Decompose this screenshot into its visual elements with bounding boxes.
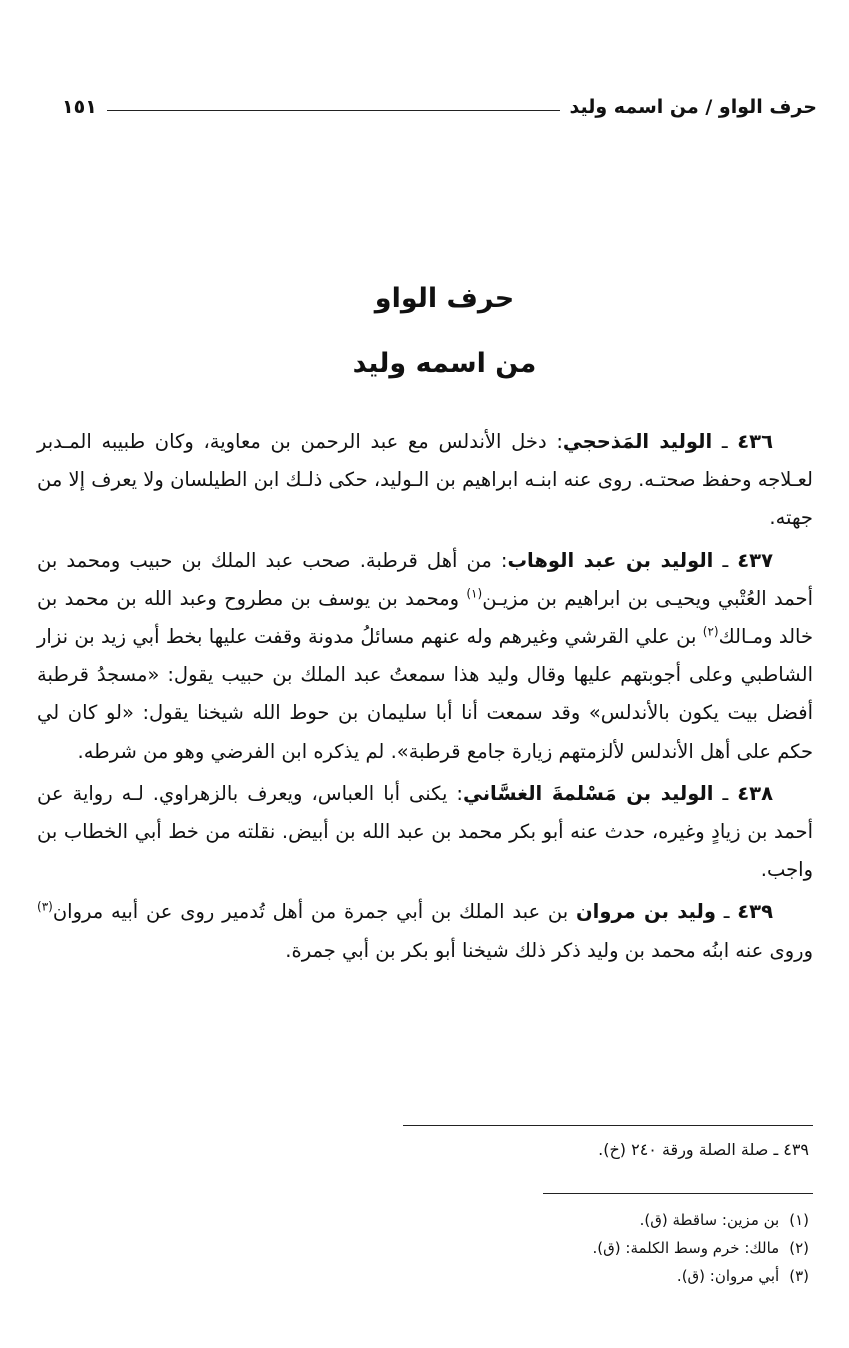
entry-number: ٤٣٧: [737, 548, 773, 572]
entry-text: بن علي القرشي وغيرهم وله عنهم مسائلُ مدونة وقفت عليها بخط أبي زيد بن نزار الشاطبي وعلى أجوبتهم عليها وقال وليد هذا سمعتُ عبد الملك بن حبيب يقول: «مسجدُ قرطبة أفضل بيت يكون بالأندلس» وقد سمعت أنا أبا سليمان بن حوط الله شيخنا يقول: «لو كان لي حكم على أهل الأندلس لألزمتهم زيارة جامع قرطبة». لم يذكره ابن الفرضي وهو من شرطه.: [37, 625, 813, 763]
footnote-1: [593, 1206, 809, 1234]
footnote-mark: (٣): [789, 1267, 809, 1285]
footnote-text: أبي مروان: (ق).: [676, 1267, 780, 1285]
footnotes-divider: [543, 1193, 813, 1194]
entry-436: ٤٣٦ ـ الوليد المَذحجي: دخل الأندلس مع عبد الرحمن بن معاوية، وكان طبيبه المـدبر لعـلاجه وحفظ صحتـه. روى عنه ابنـه ابراهيم بن الـوليد، حكى ذلـك ابن الطيلسان ولا يعرف إلا من جهته.: [37, 430, 813, 530]
entry-text: بن عبد الملك بن أبي جمرة من أهل تُدمير روى عن أبيه مروان: [52, 900, 576, 924]
page-number: ١٥١: [62, 96, 97, 118]
source-note: ٤٣٩ ـ صلة الصلة ورقة ٢٤٠ (خ).: [598, 1140, 809, 1159]
entry-438: ٤٣٨ ـ الوليد بن مَسْلمةَ الغسَّاني: يكنى أبا العباس، ويعرف بالزهراوي. لـه رواية عن أحمد بن زيادٍ وغيره، حدث عنه أبو بكر محمد بن عبد الله بن أبيض. نقلته من خط أبي الخطاب بن واجب.: [37, 781, 813, 882]
entry-437: ٤٣٧ ـ الوليد بن عبد الوهاب: من أهل قرطبة. صحب عبد الملك بن حبيب ومحمد بن أحمد العُتْبي ويحيـى بن ابراهيم بن مزيـن$^{(١)}$ ومحمد بن يوسف بن مطروح وعبد الله بن محمد بن خالد ومـالك$^{(٢)}$ بن علي القرشي وغيرهم وله عنهم مسائلُ مدونة وقفت عليها بخط أبي زيد بن نزار الشاطبي وعلى أجوبتهم عليها وقال وليد هذا سمعتُ عبد الملك بن حبيب يقول: «مسجدُ قرطبة أفضل بيت يكون بالأندلس» وقد سمعت أنا أبا سليمان بن حوط الله شيخنا يقول: «لو كان لي حكم على أهل الأندلس لألزمتهم زيارة جامع قرطبة». لم يذكره ابن الفرضي وهو من شرطه.: [37, 548, 814, 763]
chapter-heading: حرف الواو: [374, 283, 515, 314]
entry-number: ٤٣٨: [737, 781, 773, 805]
footnote-ref-1: (١): [466, 586, 483, 601]
footnote-text: بن مزين: ساقطة (ق).: [639, 1211, 780, 1229]
entry-text: : دخل الأندلس مع عبد الرحمن بن معاوية، وكان طبيبه المـدبر لعـلاجه وحفظ صحتـه. روى عنه ابنـه ابراهيم بن الـوليد، حكى ذلـك ابن الطيلسان ولا يعرف إلا من جهته.: [37, 430, 813, 530]
entry-name: وليد بن مروان: [576, 900, 716, 924]
entry-name: الوليد بن مَسْلمةَ الغسَّاني: [462, 781, 714, 805]
footnote-3: [593, 1262, 809, 1290]
entry-text: وروى عنه ابنُه محمد بن وليد ذكر ذلك شيخنا أبو بكر بن أبي جمرة.: [285, 938, 813, 962]
running-header: [62, 90, 817, 124]
entry-text: : من أهل قرطبة. صحب عبد الملك بن حبيب ومحمد بن أحمد العُتْبي ويحيـى بن ابراهيم بن مزيـن: [37, 548, 813, 610]
entry-name: الوليد بن عبد الوهاب: [507, 548, 714, 572]
footnote-2: [593, 1234, 809, 1262]
body-text: [37, 423, 813, 974]
running-title: حرف الواو / من اسمه وليد: [569, 96, 817, 118]
entry-number: ٤٣٦: [737, 430, 773, 453]
entry-text: ومحمد بن يوسف بن مطروح وعبد الله بن محمد بن خالد ومـالك: [37, 586, 814, 649]
footnote-ref-3: (٣): [37, 899, 53, 914]
footnote-mark: (١): [789, 1211, 809, 1229]
section-heading: من اسمه وليد: [352, 348, 537, 379]
notes-divider: [403, 1125, 813, 1126]
footnotes: [593, 1206, 809, 1290]
footnote-mark: (٢): [789, 1239, 809, 1257]
footnote-ref-2: (٢): [702, 624, 719, 639]
entry-text: : يكنى أبا العباس، ويعرف بالزهراوي. لـه رواية عن أحمد بن زيادٍ وغيره، حدث عنه أبو بكر محمد بن عبد الله بن أبيض. نقلته من خط أبي الخطاب بن واجب.: [37, 781, 813, 882]
header-rule: [107, 110, 560, 111]
footnote-text: مالك: خرم وسط الكلمة: (ق).: [592, 1239, 780, 1257]
entry-name: الوليد المَذحجي: [562, 430, 713, 453]
entry-439: ٤٣٩ ـ وليد بن مروان بن عبد الملك بن أبي جمرة من أهل تُدمير روى عن أبيه مروان$^{(٣)}$ وروى عنه ابنُه محمد بن وليد ذكر ذلك شيخنا أبو بكر بن أبي جمرة.: [37, 899, 813, 962]
entry-number: ٤٣٩: [737, 900, 773, 924]
